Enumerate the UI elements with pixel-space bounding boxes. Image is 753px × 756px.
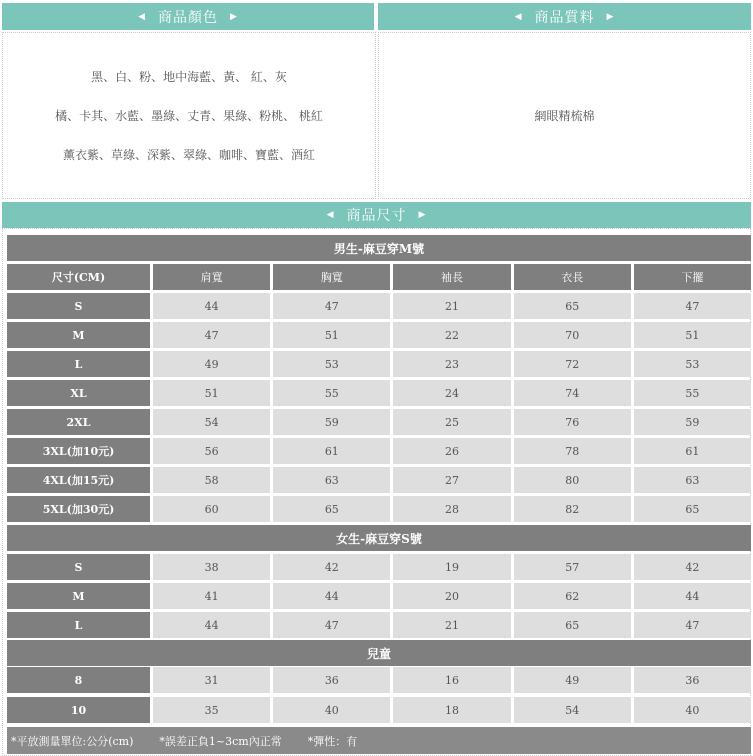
table-cell: 38 [153,554,270,580]
table-cell: 61 [273,438,390,464]
table-cell: 59 [273,409,390,435]
table-cell: 36 [273,667,390,693]
size-label: M [7,322,150,348]
table-cell: 19 [393,554,510,580]
table-cell: 61 [634,438,751,464]
table-cell: 59 [634,409,751,435]
size-label: 2XL [7,409,150,435]
table-cell: 74 [514,380,631,406]
table-cell: 80 [514,467,631,493]
material-header [378,3,751,30]
column-header: 胸寬 [273,264,390,290]
table-cell: 47 [634,612,751,638]
size-label: 5XL(加30元) [7,496,150,522]
table-cell: 40 [634,697,751,723]
table-cell: 35 [153,697,270,723]
table-cell: 56 [153,438,270,464]
table-cell: 44 [634,583,751,609]
table-row [7,438,751,464]
color-header-label: 商品顏色 [158,9,218,26]
size-header-label: 商品尺寸 [346,208,407,224]
material-header-label: 商品質料 [534,9,595,26]
table-cell: 23 [393,351,510,377]
table-cell: 22 [393,322,510,348]
size-label: L [7,351,150,377]
table-cell: 57 [514,554,631,580]
table-cell: 70 [514,322,631,348]
table-row [7,351,751,377]
table-cell: 49 [153,351,270,377]
table-cell: 47 [634,293,751,319]
table-cell: 26 [393,438,510,464]
table-cell: 54 [514,697,631,723]
footnote: *誤差正負1~3cm內正常 [159,734,282,748]
size-label: 4XL(加15元) [7,467,150,493]
table-cell: 42 [273,554,390,580]
table-cell: 60 [153,496,270,522]
table-cell: 44 [153,612,270,638]
triangle-left-icon: ◀ [326,210,335,220]
table-cell: 42 [634,554,751,580]
column-header: 下擺 [634,264,751,290]
table-row [7,612,751,638]
table-row [7,697,751,723]
table-row [7,322,751,348]
table-cell: 82 [514,496,631,522]
table-cell: 47 [273,293,390,319]
size-label: XL [7,380,150,406]
triangle-right-icon: ▶ [418,210,427,220]
triangle-left-icon: ◀ [138,11,146,22]
table-cell: 63 [634,467,751,493]
table-row [7,667,751,693]
table-row [7,554,751,580]
table-cell: 24 [393,380,510,406]
table-cell: 65 [634,496,751,522]
column-header: 肩寬 [153,264,270,290]
table-cell: 54 [153,409,270,435]
column-header: 衣長 [514,264,631,290]
table-row [7,496,751,522]
table-cell: 16 [393,667,510,693]
table-cell: 21 [393,293,510,319]
size-label: L [7,612,150,638]
table-cell: 63 [273,467,390,493]
table-cell: 78 [514,438,631,464]
size-label: S [7,293,150,319]
table-cell: 27 [393,467,510,493]
color-header [2,3,374,30]
table-row [7,293,751,319]
table-cell: 25 [393,409,510,435]
table-cell: 40 [273,697,390,723]
size-label: 10 [7,697,150,723]
color-line: 黑、白、粉、地中海藍、黃、 紅、灰 [91,70,287,84]
size-label: S [7,554,150,580]
triangle-right-icon: ▶ [606,11,615,22]
column-header: 尺寸(CM) [7,264,150,290]
size-header [2,202,751,228]
table-cell: 47 [153,322,270,348]
table-cell: 65 [514,293,631,319]
size-label: 3XL(加10元) [7,438,150,464]
table-cell: 21 [393,612,510,638]
table-cell: 65 [514,612,631,638]
table-cell: 28 [393,496,510,522]
table-cell: 49 [514,667,631,693]
footnote: *平放測量單位:公分(cm) [11,734,134,748]
color-line: 橘、卡其、水藍、墨綠、丈青、果綠、粉桃、 桃紅 [55,109,323,123]
table-row [7,583,751,609]
table-cell: 44 [153,293,270,319]
triangle-left-icon: ◀ [514,11,523,22]
triangle-right-icon: ▶ [230,11,238,22]
table-cell: 51 [153,380,270,406]
column-header: 袖長 [393,264,510,290]
section-title-women: 女生-麻豆穿S號 [7,525,751,551]
table-cell: 53 [634,351,751,377]
table-cell: 55 [634,380,751,406]
table-cell: 44 [273,583,390,609]
table-row [7,380,751,406]
footnote: *彈性：有 [307,734,358,748]
column-header-row [7,264,751,290]
footnote-bar [7,727,751,754]
table-row [7,467,751,493]
table-cell: 47 [273,612,390,638]
table-cell: 51 [634,322,751,348]
color-panel [2,32,376,199]
table-cell: 65 [273,496,390,522]
table-cell: 58 [153,467,270,493]
table-cell: 20 [393,583,510,609]
size-label: 8 [7,667,150,693]
table-cell: 76 [514,409,631,435]
table-cell: 55 [273,380,390,406]
table-cell: 51 [273,322,390,348]
table-cell: 72 [514,351,631,377]
table-cell: 18 [393,697,510,723]
table-cell: 31 [153,667,270,693]
table-cell: 62 [514,583,631,609]
material-text: 網眼精梳棉 [534,109,595,123]
table-cell: 36 [634,667,751,693]
size-label: M [7,583,150,609]
table-row [7,409,751,435]
section-title-kids: 兒童 [7,640,751,666]
table-cell: 41 [153,583,270,609]
table-cell: 53 [273,351,390,377]
section-title-men: 男生-麻豆穿M號 [7,235,751,261]
color-line: 薰衣紫、草綠、深紫、翠綠、咖啡、寶藍、酒紅 [62,148,315,162]
material-panel [378,32,751,199]
